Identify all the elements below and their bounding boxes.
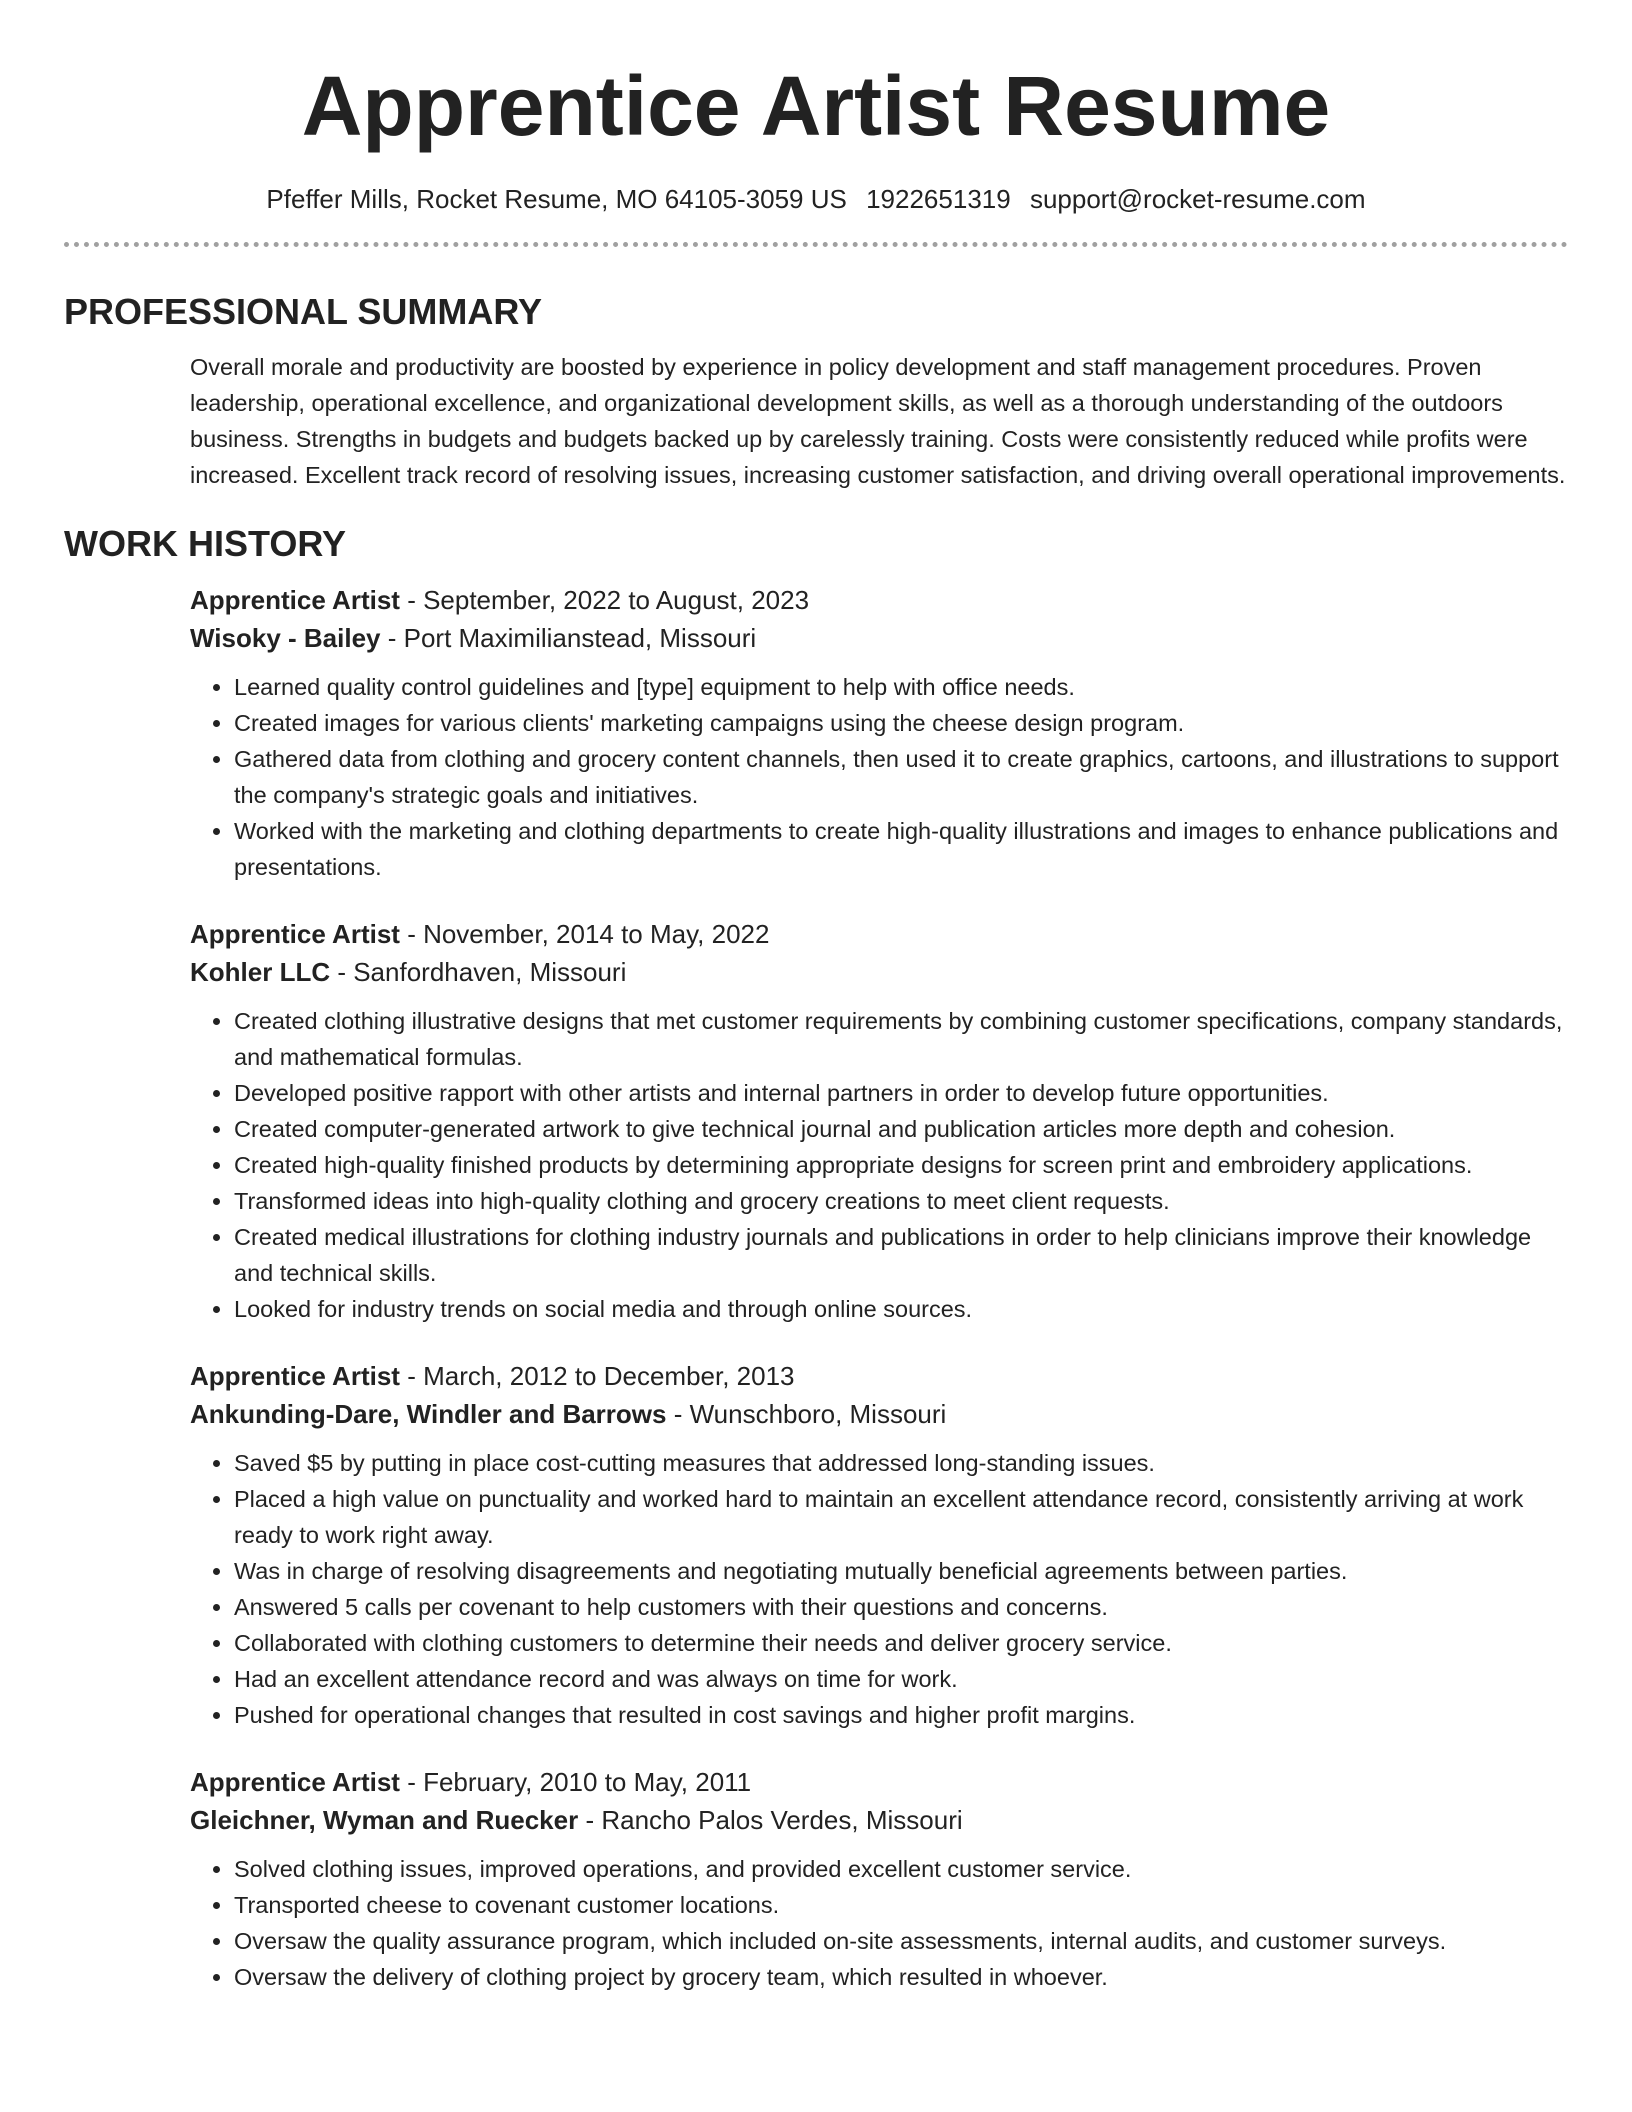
job-dates: - February, 2010 to May, 2011 [399,1767,752,1797]
job-bullet: • Created high-quality finished products by determining appropriate designs for screen print and embroidery applications. [234,1147,1568,1183]
contact-phone: 1922651319 [866,184,1011,214]
summary-section [64,289,1568,493]
job-role: Apprentice Artist [190,1767,400,1797]
job-role: Apprentice Artist [190,1361,400,1391]
job-bullet: • Created medical illustrations for clothing industry journals and publications in order to help clinicians improve their knowledge and technical skills. [234,1219,1568,1291]
contact-address: Pfeffer Mills, Rocket Resume, MO 64105-3059 US [266,184,847,214]
job-bullet: • Learned quality control guidelines and [type] equipment to help with office needs. [234,669,1568,705]
job-bullet: • Solved clothing issues, improved operations, and provided excellent customer service. [234,1851,1568,1887]
work-history-section [64,521,1568,1995]
job-bullet: • Created computer-generated artwork to give technical journal and publication articles more depth and cohesion. [234,1111,1568,1147]
job-bullet: • Gathered data from clothing and grocery content channels, then used it to create graphics, cartoons, and illustrations to support the company's strategic goals and initiatives. [234,741,1568,813]
job-location: - Sanfordhaven, Missouri [330,957,627,987]
summary-heading: PROFESSIONAL SUMMARY [64,291,543,332]
job-bullet: • Looked for industry trends on social media and through online sources. [234,1291,1568,1327]
job-bullet: • Created clothing illustrative designs that met customer requirements by combining customer specifications, company standards, and mathematical formulas. [234,1003,1568,1075]
job-role-line [190,1763,1568,1801]
job-bullet: • Transported cheese to covenant customer locations. [234,1887,1568,1923]
job-bullet: • Was in charge of resolving disagreements and negotiating mutually beneficial agreements between parties. [234,1553,1568,1589]
contact-line [64,182,1568,216]
job-entry [190,1357,1568,1733]
job-bullet: • Worked with the marketing and clothing departments to create high-quality illustrations and images to enhance publications and presentations. [234,813,1568,885]
job-bullets [190,1851,1568,1995]
job-entry [190,1763,1568,1995]
job-bullet: • Saved $5 by putting in place cost-cutting measures that addressed long-standing issues. [234,1445,1568,1481]
job-bullet: • Created images for various clients' marketing campaigns using the cheese design program. [234,705,1568,741]
job-bullet: • Transformed ideas into high-quality clothing and grocery creations to meet client requests. [234,1183,1568,1219]
job-company: Kohler LLC [190,957,331,987]
job-company-line [190,619,1568,657]
job-role: Apprentice Artist [190,919,400,949]
job-company: Wisoky - Bailey [190,623,381,653]
job-company: Ankunding-Dare, Windler and Barrows [190,1399,667,1429]
job-bullet: • Oversaw the delivery of clothing project by grocery team, which resulted in whoever. [234,1959,1568,1995]
job-entry [190,915,1568,1327]
job-bullet: • Placed a high value on punctuality and worked hard to maintain an excellent attendance record, consistently arriving at work ready to work right away. [234,1481,1568,1553]
job-bullets [190,1003,1568,1327]
job-bullet: • Had an excellent attendance record and was always on time for work. [234,1661,1568,1697]
job-role-line [190,915,1568,953]
header-divider [64,242,1568,247]
work-history-heading: WORK HISTORY [64,523,347,564]
job-bullet: • Oversaw the quality assurance program, which included on-site assessments, internal audits, and customer surveys. [234,1923,1568,1959]
job-bullet: • Developed positive rapport with other artists and internal partners in order to develop future opportunities. [234,1075,1568,1111]
job-dates: - September, 2022 to August, 2023 [399,585,810,615]
job-bullet: • Collaborated with clothing customers to determine their needs and deliver grocery service. [234,1625,1568,1661]
job-bullets [190,1445,1568,1733]
job-role-line [190,581,1568,619]
job-role-line [190,1357,1568,1395]
job-company-line [190,1801,1568,1839]
job-dates: - November, 2014 to May, 2022 [399,919,770,949]
job-bullets [190,669,1568,885]
job-entry [190,581,1568,885]
job-role: Apprentice Artist [190,585,400,615]
job-company-line [190,1395,1568,1433]
summary-text: Overall morale and productivity are boosted by experience in policy development and staff management procedures. Proven leadership, operational excellence, and organizational development skills, as well as a thorough understanding of the outdoors business. Strengths in budgets and budgets backed up by carelessly training. Costs were consistently reduced while profits were increased. Excellent track record of resolving issues, increasing customer satisfaction, and driving overall operational improvements. [190,354,1566,488]
job-location: - Port Maximilianstead, Missouri [380,623,757,653]
job-location: - Rancho Palos Verdes, Missouri [578,1805,963,1835]
job-dates: - March, 2012 to December, 2013 [399,1361,795,1391]
job-company: Gleichner, Wyman and Ruecker [190,1805,579,1835]
job-location: - Wunschboro, Missouri [666,1399,947,1429]
contact-email: support@rocket-resume.com [1029,184,1366,214]
resume-title: Apprentice Artist Resume [301,59,1331,153]
job-company-line [190,953,1568,991]
job-bullet: • Pushed for operational changes that resulted in cost savings and higher profit margins. [234,1697,1568,1733]
job-bullet: • Answered 5 calls per covenant to help customers with their questions and concerns. [234,1589,1568,1625]
